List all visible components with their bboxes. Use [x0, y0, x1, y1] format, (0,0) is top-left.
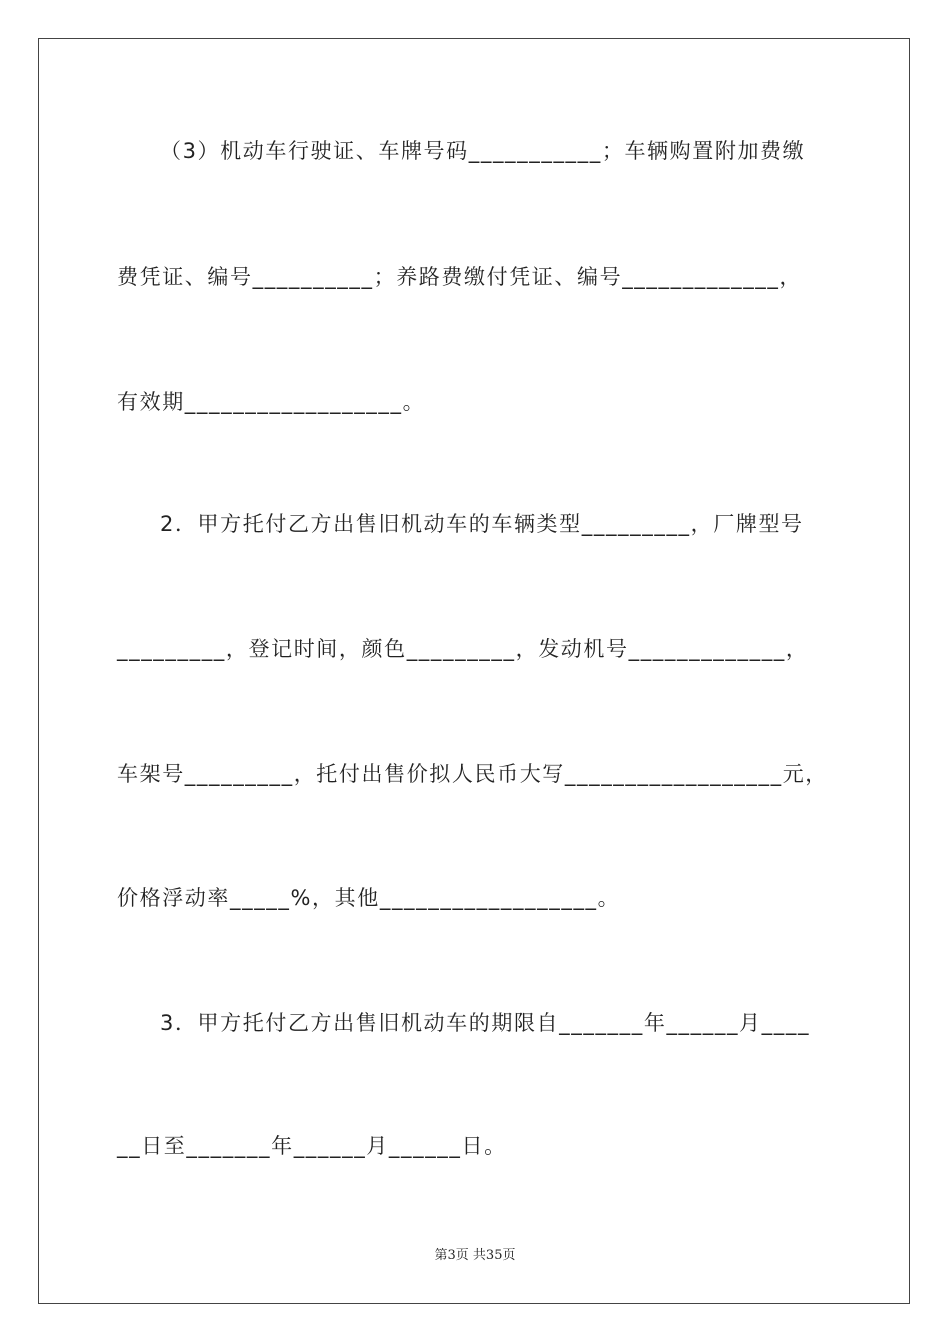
text-line-5: _________，登记时间，颜色_________，发动机号_____________， — [117, 637, 809, 661]
text-line-9: __日至_______年______月______日。 — [117, 1134, 507, 1158]
text-line-2: 费凭证、编号__________；养路费缴付凭证、编号_____________， — [117, 265, 803, 289]
text-line-8: 3．甲方托付乙方出售旧机动车的期限自_______年______月____ — [160, 1011, 811, 1035]
text-line-1: （3）机动车行驶证、车牌号码___________；车辆购置附加费缴 — [160, 139, 806, 163]
text-line-4: 2．甲方托付乙方出售旧机动车的车辆类型_________，厂牌型号 — [160, 512, 804, 536]
text-line-3: 有效期__________________。 — [117, 390, 426, 414]
text-line-7: 价格浮动率_____%，其他__________________。 — [117, 886, 621, 910]
page-border — [38, 38, 910, 1304]
text-line-6: 车架号_________，托付出售价拟人民币大写__________________元， — [117, 762, 828, 786]
page-number-footer: 第3页 共35页 — [434, 1248, 516, 1263]
